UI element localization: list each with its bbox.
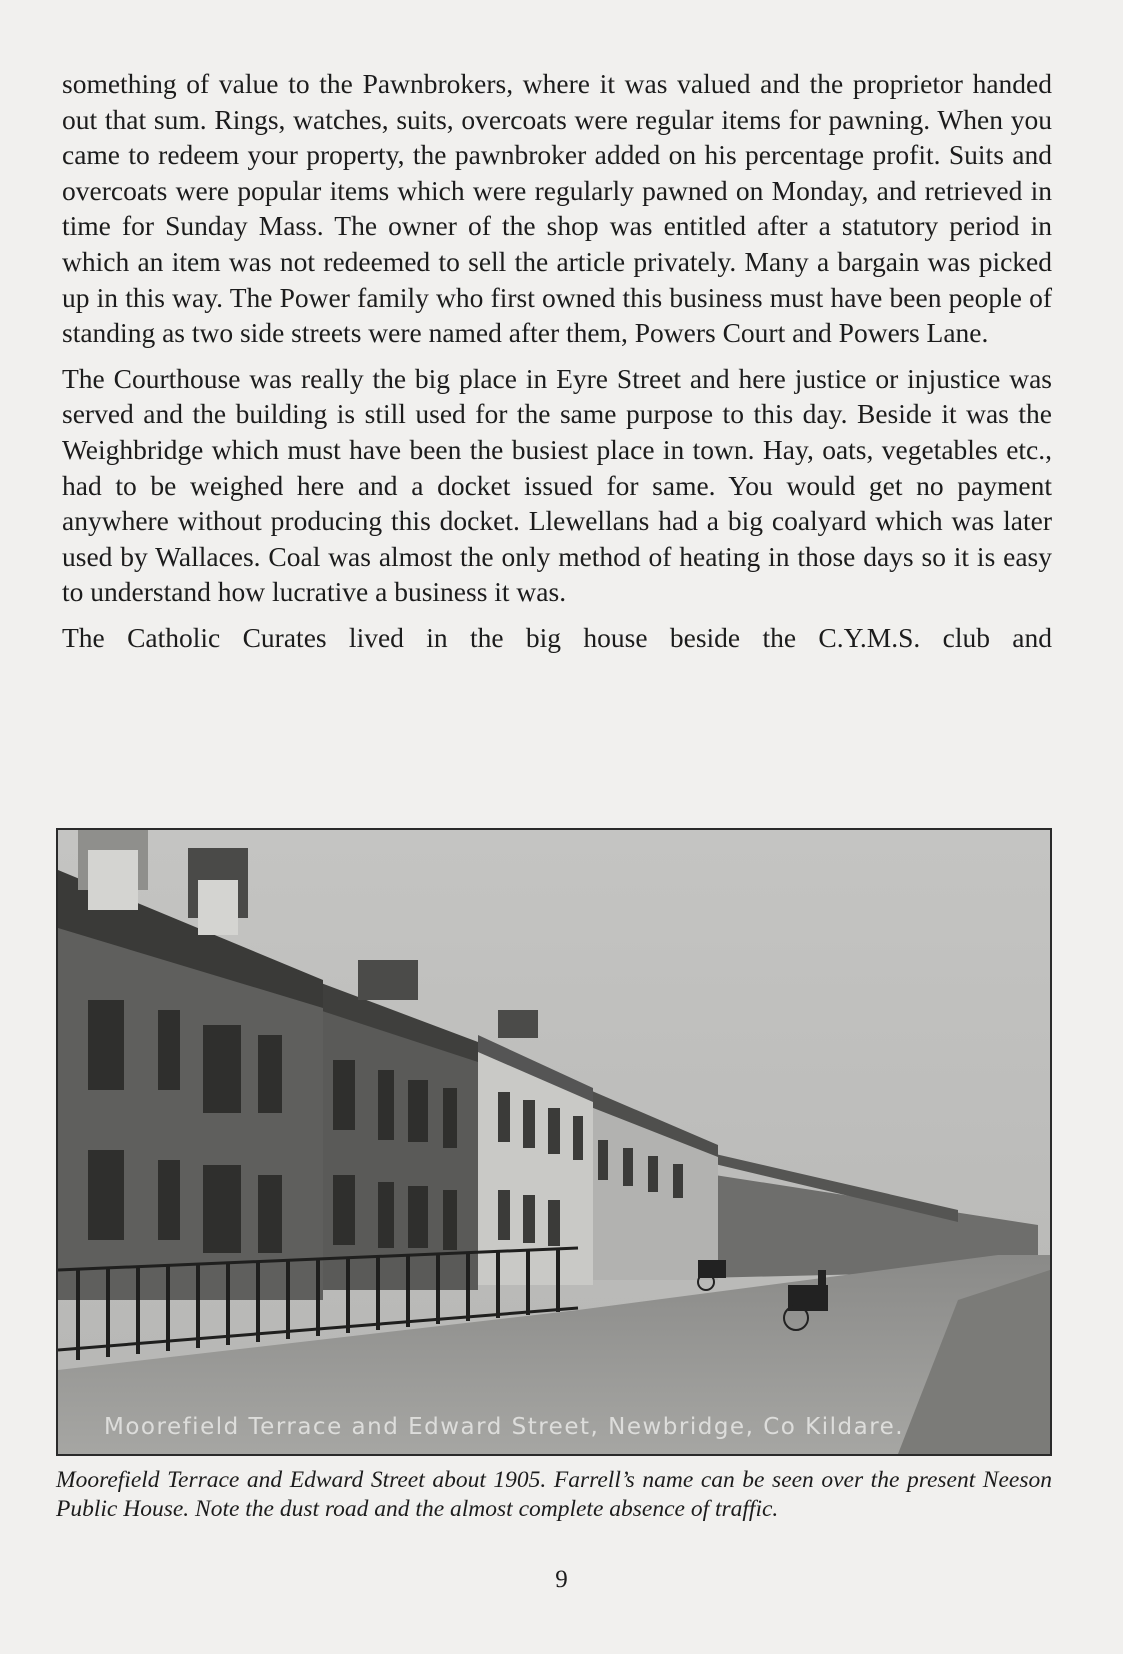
historic-photograph — [56, 828, 1052, 1456]
body-text — [62, 66, 1052, 656]
page-number: 9 — [555, 1566, 568, 1593]
paragraph-curates: The Catholic Curates lived in the big house beside the C.Y.M.S. club and — [62, 621, 1052, 653]
photo-inscription: Moorefield Terrace and Edward Street, Newbridge, Co Kildare. — [104, 1414, 905, 1440]
street-scene-illustration — [58, 830, 1050, 1454]
paragraph-pawnbrokers: something of value to the Pawnbrokers, where it was valued and the proprietor handed out that sum. Rings, watches, suits, overcoats were regular items for pawning. When you came to redeem your property, the pawnbroker added on his percentage profit. Suits and overcoats were popular items which were regularly pawned on Monday, and retrieved in time for Sunday Mass. The owner of the shop was entitled after a statutory period in which an item was not redeemed to sell the article privately. Many a bargain was picked up in this way. The Power family who first owned this business must have been people of standing as two side streets were named after them, Powers Court and Powers Lane. — [62, 68, 1052, 349]
paragraph-courthouse: The Courthouse was really the big place in Eyre Street and here justice or injustice was served and the building is still used for the same purpose to this day. Beside it was the Weighbridge which must have been the busiest place in town. Hay, oats, vegetables etc., had to be weighed here and a docket issued for same. You would get no payment anywhere without producing this docket. Llewellans had a big coalyard which was later used by Wallaces. Coal was almost the only method of heating in those days so it is easy to understand how lucrative a business it was. — [62, 362, 1052, 608]
photo-caption: Moorefield Terrace and Edward Street about 1905. Farrell’s name can be seen over the present Neeson Public House. Note the dust road and the almost complete absence of traffic. — [56, 1467, 1052, 1522]
